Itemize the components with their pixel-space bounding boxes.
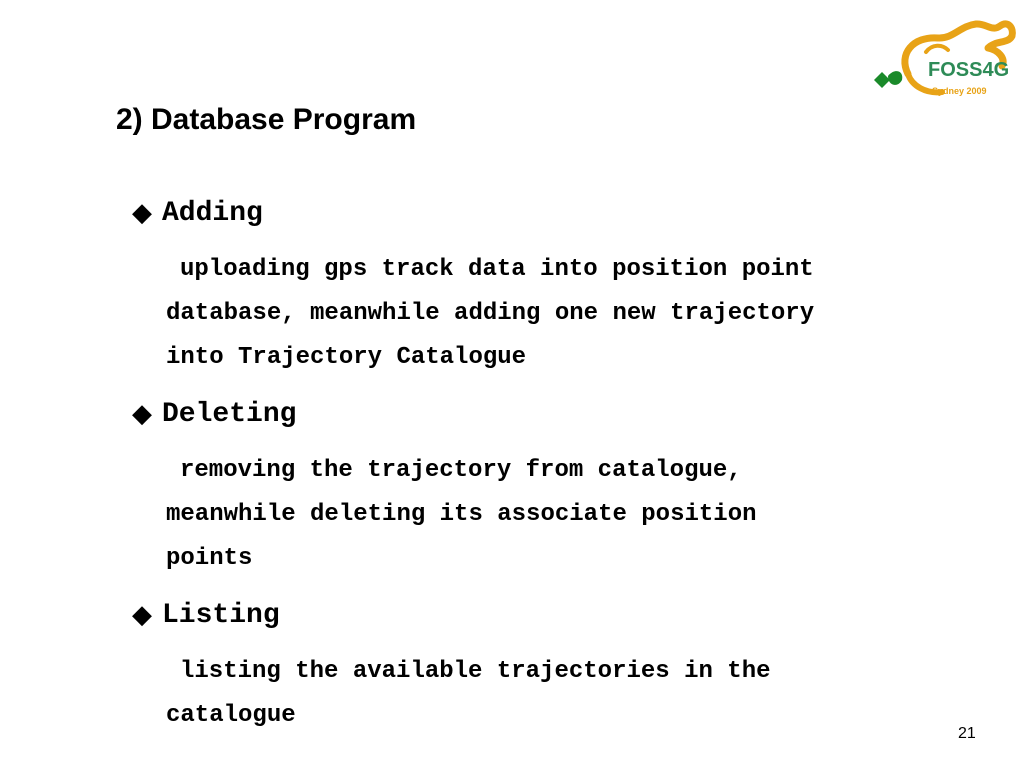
page-title: 2) Database Program [116, 103, 417, 136]
bullet-heading-text: Deleting [162, 399, 297, 430]
bullet-description-adding [166, 248, 966, 380]
bullet-heading-listing [132, 598, 280, 634]
description-line: points [166, 545, 253, 572]
bullet-heading-adding [132, 196, 263, 232]
diamond-bullet-icon: ◆ [132, 198, 152, 228]
description-line: uploading gps track data into position point [180, 256, 814, 283]
description-line: database, meanwhile adding one new trajectory [166, 300, 815, 327]
page-number: 21 [958, 725, 976, 742]
diamond-bullet-icon: ◆ [132, 399, 152, 429]
bullet-description-deleting [166, 449, 966, 581]
logo-subtext: Sydney 2009 [932, 86, 987, 96]
description-line: removing the trajectory from catalogue, [180, 457, 742, 484]
bullet-heading-text: Listing [162, 600, 280, 631]
description-line: catalogue [166, 702, 296, 729]
bullet-heading-text: Adding [162, 198, 263, 229]
foss4g-logo [868, 14, 1018, 104]
diamond-bullet-icon: ◆ [132, 600, 152, 630]
description-line: into Trajectory Catalogue [166, 344, 527, 371]
description-line: meanwhile deleting its associate position [166, 501, 757, 528]
description-line: listing the available trajectories in the [180, 658, 771, 685]
bullet-heading-deleting [132, 397, 296, 433]
bullet-description-listing [166, 650, 966, 738]
logo-text: FOSS4G [928, 59, 1010, 81]
